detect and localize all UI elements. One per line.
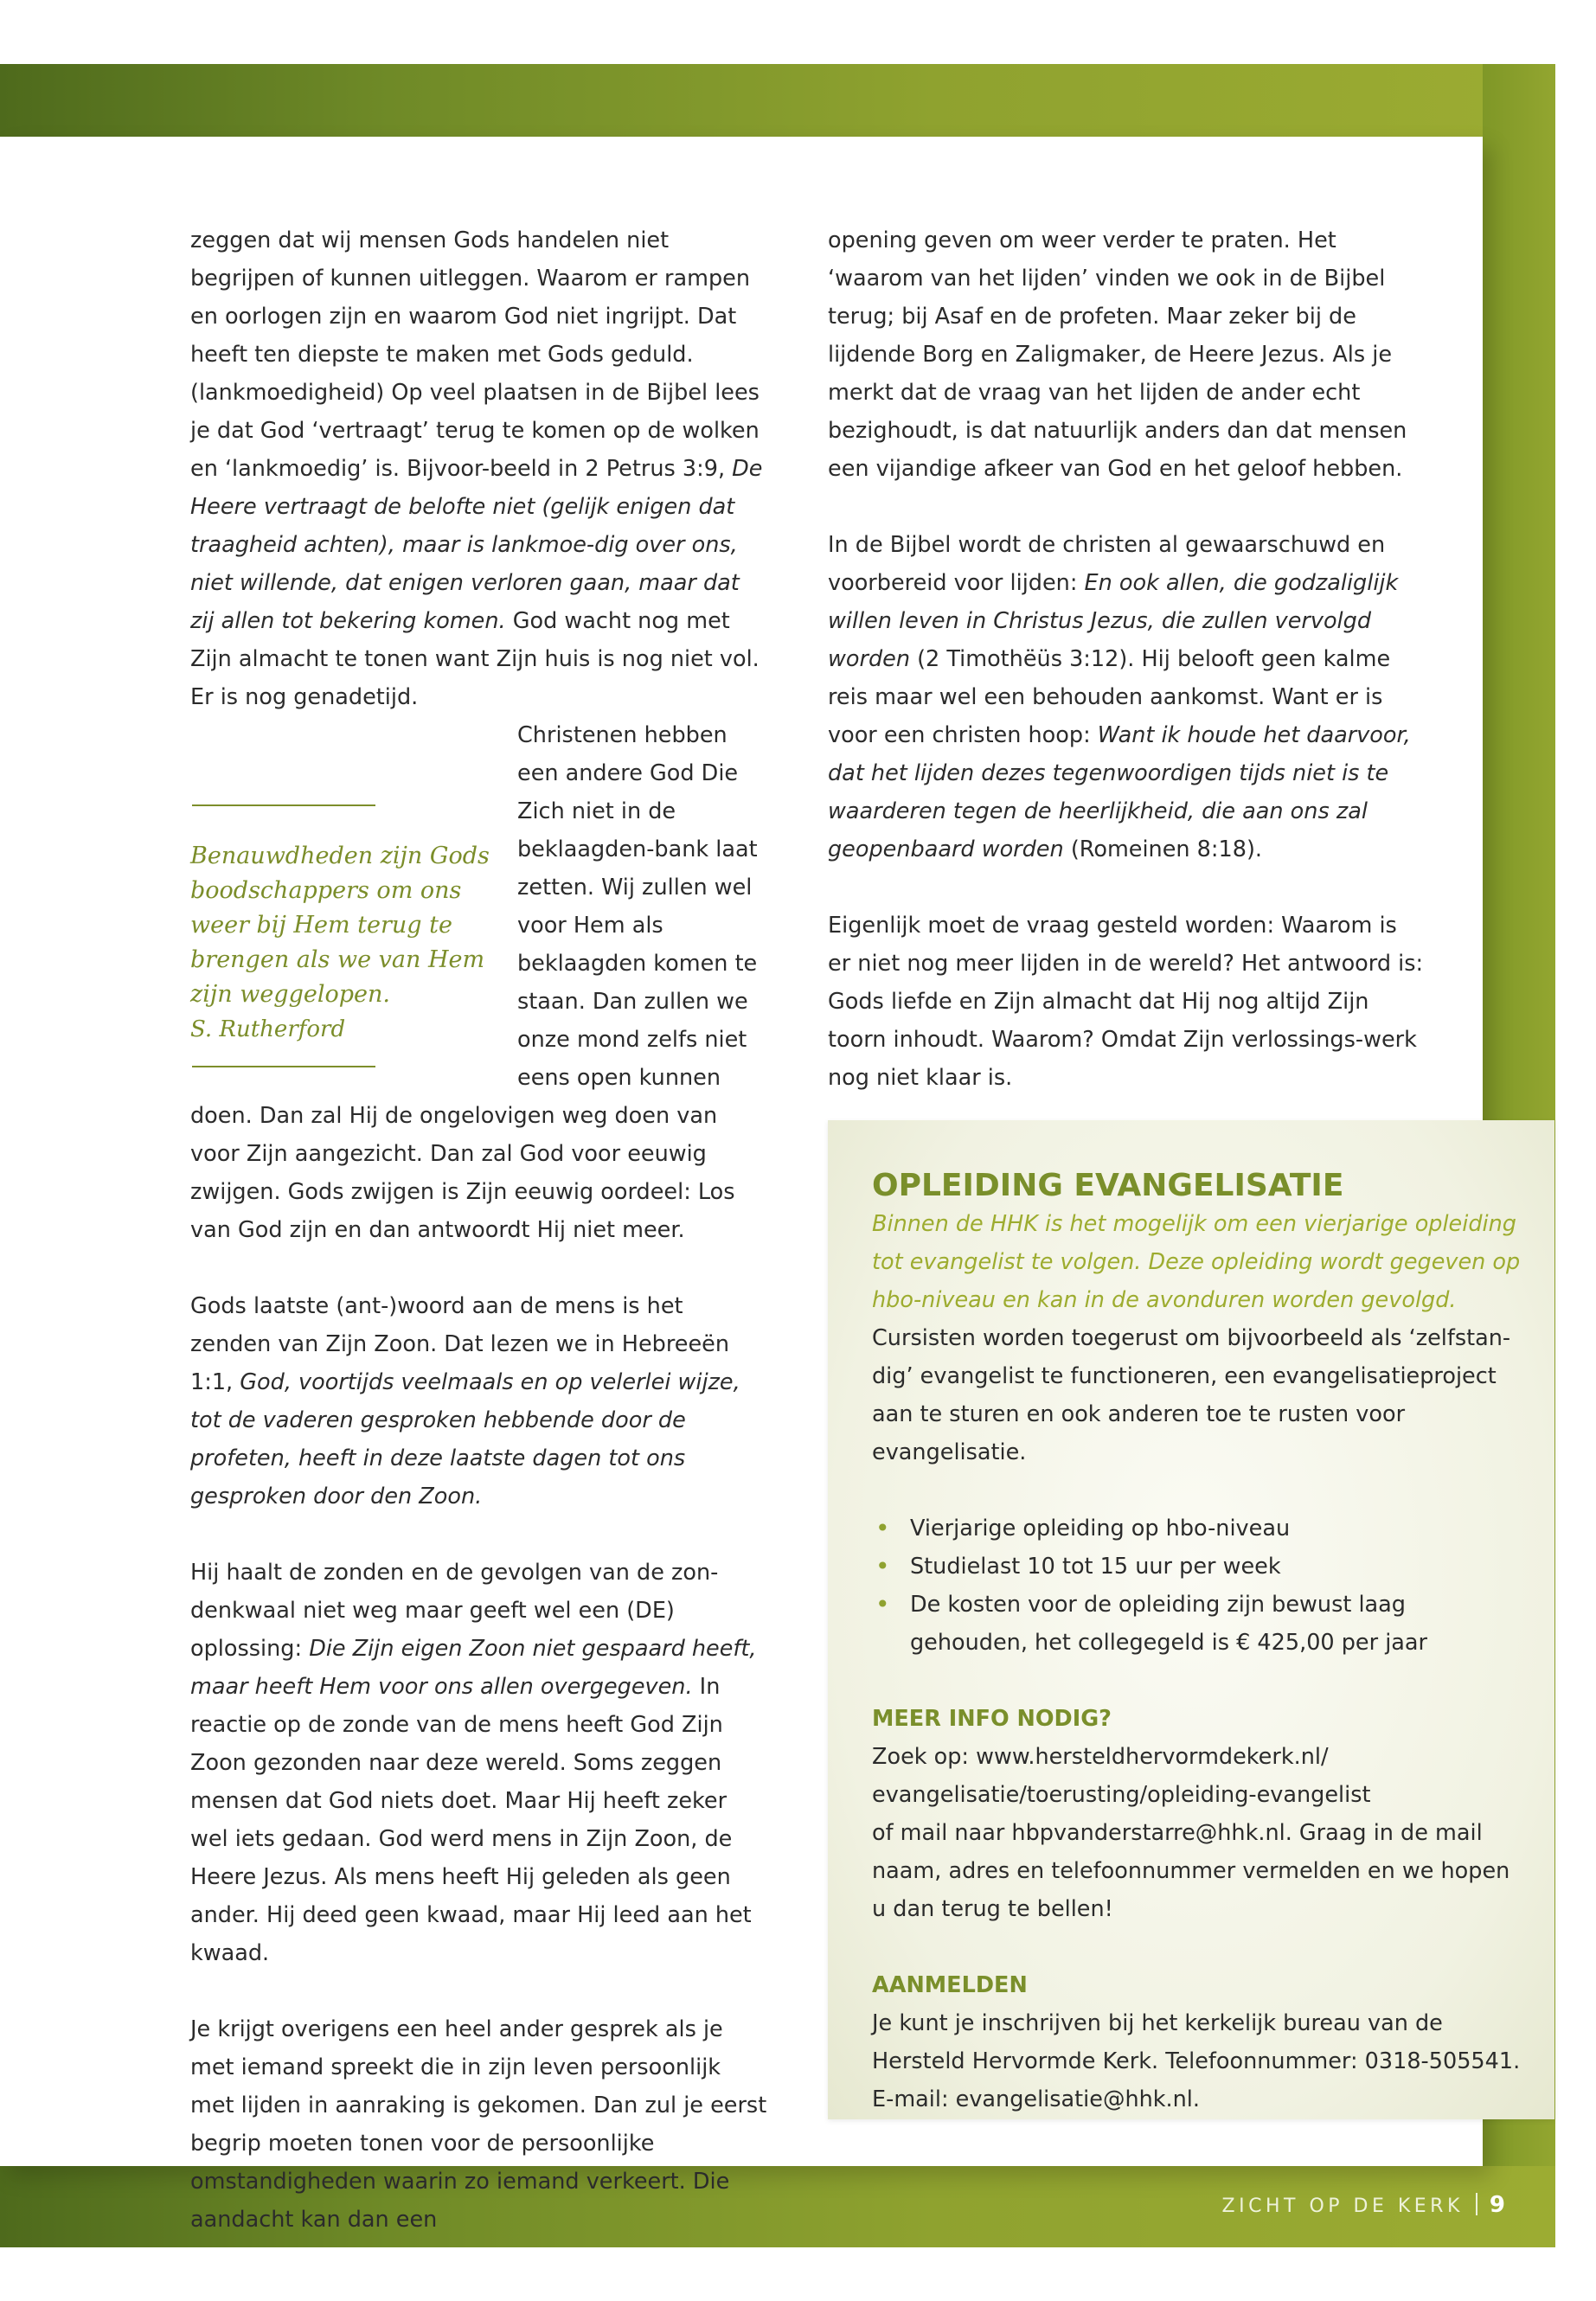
quote-rule-top — [192, 804, 375, 806]
left-column — [190, 221, 770, 2239]
quote-rule-bottom — [192, 1066, 375, 1067]
quote-text-block: Benauwdheden zijn Gods boodschappers om ons weer bij Hem terug te brengen als we van Hem zijn weggelopen. S. Rutherford — [190, 839, 517, 1047]
box-spacer — [872, 1928, 1521, 1966]
pull-quote — [190, 792, 517, 1086]
quote-author: S. Rutherford — [190, 1016, 346, 1042]
bullet-item: • De kosten voor de opleiding zijn bewust laag gehouden, het collegegeld is € 425,00 per jaar — [872, 1586, 1521, 1662]
info-box — [828, 1120, 1554, 2119]
left-paragraph-3: Gods laatste (ant-)woord aan de mens is het zenden van Zijn Zoon. Dat lezen we in Hebreeën 1:1, God, voortijds veelmaals en op velerlei wijze, tot de vaderen gesproken hebbende door de profeten, heeft in deze laatste dagen tot ons gesproken door den Zoon. — [190, 1293, 740, 1509]
left-paragraph-2: Christenen hebben een andere God Die Zich niet in de beklaagden-bank laat zetten. Wij zullen wel voor Hem als beklaagden komen te staan. Dan zullen we onze mond zelfs niet eens open kunnen doen. Dan zal Hij de ongelovigen weg doen van voor Zijn aangezicht. Dan zal God voor eeuwig zwijgen. Gods zwijgen is Zijn eeuwig oordeel: Los van God zijn en dan antwoordt Hij niet meer. — [190, 722, 758, 1243]
info-box-text: Cursisten worden toegerust om bijvoorbeeld als ‘zelfstan-dig’ evangelist te functioneren, een evangelisatieproject aan te sturen en ook anderen toe te rusten voor evangelisatie. — [872, 1325, 1511, 1465]
info-line-3: of mail naar hbpvanderstarre@hhk.nl. Graag in de mail naam, adres en telefoonnummer vermelden en we hopen u dan terug te bellen! — [872, 1820, 1510, 1922]
info-line-1: Zoek op: www.hersteldhervormdekerk.nl/ — [872, 1744, 1329, 1770]
right-paragraph-1: opening geven om weer verder te praten. Het ‘waarom van het lijden’ vinden we ook in de Bijbel terug; bij Asaf en de profeten. Maar zeker bij de lijdende Borg en Zaligmaker, de Heere Jezus. Als je merkt dat de vraag van het lijden de ander echt bezighoudt, is dat natuurlijk anders dan dat mensen een vijandige afkeer van God en het geloof hebben. — [828, 228, 1407, 482]
info-box-title: OPLEIDING EVANGELISATIE — [872, 1168, 1344, 1203]
info-box-content — [872, 1167, 1521, 2118]
top-green-band — [0, 64, 1555, 137]
footer-separator — [1476, 2193, 1477, 2215]
info-heading: MEER INFO NODIG? — [872, 1706, 1112, 1732]
left-paragraph-5: Je krijgt overigens een heel ander gesprek als je met iemand spreekt die in zijn leven persoonlijk met lijden in aanraking is gekomen. Dan zul je eerst begrip moeten tonen voor de persoonlijke omstandigheden waarin zo iemand verkeert. Die aandacht kan dan een — [190, 2016, 767, 2233]
magazine-name: ZICHT OP DE KERK — [1221, 2195, 1464, 2217]
info-line-2: evangelisatie/toerusting/opleiding-evangelist — [872, 1782, 1371, 1808]
left-paragraph-4: Hij haalt de zonden en de gevolgen van de zon-denkwaal niet weg maar geeft wel een (DE) oplossing: Die Zijn eigen Zoon niet gespaard heeft, maar heeft Hem voor ons allen overgegeven. In reactie op de zonde van de mens heeft God Zijn Zoon gezonden naar deze wereld. Soms zeggen mensen dat God niets doet. Maar Hij heeft zeker wel iets gedaan. God werd mens in Zijn Zoon, de Heere Jezus. Als mens heeft Hij geleden als geen ander. Hij deed geen kwaad, maar Hij leed aan het kwaad. — [190, 1560, 757, 1966]
info-box-bullets — [872, 1509, 1521, 1662]
left-paragraph-1: zeggen dat wij mensen Gods handelen niet begrijpen of kunnen uitleggen. Waarom er rampen en oorlogen zijn en waarom God niet ingrijpt. Dat heeft ten diepste te maken met Gods geduld. (lankmoedigheid) Op veel plaatsen in de Bijbel lees je dat God ‘vertraagt’ terug te komen op de wolken en ‘lankmoedig’ is. Bijvoor-beeld in 2 Petrus 3:9, De Heere vertraagt de belofte niet (gelijk enigen dat traagheid achten), maar is lankmoe-dig over ons, niet willende, dat enigen verloren gaan, maar dat zij allen tot bekering komen. God wacht nog met Zijn almacht te tonen want Zijn huis is nog niet vol. Er is nog genadetijd. — [190, 228, 763, 710]
right-paragraph-3: Eigenlijk moet de vraag gesteld worden: Waarom is er niet nog meer lijden in de wereld? Het antwoord is: Gods liefde en Zijn almacht dat Hij nog altijd Zijn toorn inhoudt. Waarom? Omdat Zijn verlossings-werk nog niet klaar is. — [828, 913, 1424, 1091]
right-paragraph-2: In de Bijbel wordt de christen al gewaarschuwd en voorbereid voor lijden: En ook allen, die godzaliglijk willen leven in Christus Jezus, die zullen vervolgd worden (2 Timothëüs 3:12). Hij belooft geen kalme reis maar wel een behouden aankomst. Want er is voor een christen hoop: Want ik houde het daarvoor, dat het lijden dezes tegenwoordigen tijds niet is te waarderen tegen de heerlijkheid, die aan ons zal geopenbaard worden (Romeinen 8:18). — [828, 532, 1411, 862]
signup-text: Je kunt je inschrijven bij het kerkelijk bureau van de Hersteld Hervormde Kerk. Telefoonnummer: 0318-505541. E-mail: evangelisatie@hhk.nl. — [872, 2010, 1521, 2112]
info-box-lead: Binnen de HHK is het mogelijk om een vierjarige opleiding tot evangelist te volgen. Deze opleiding wordt gegeven op hbo-niveau en kan in de avonduren worden gevolgd. — [872, 1211, 1521, 1313]
page-number: 9 — [1489, 2192, 1505, 2218]
right-column — [828, 221, 1425, 1097]
bullet-item: • Vierjarige opleiding op hbo-niveau — [872, 1509, 1521, 1548]
bullet-item: • Studielast 10 tot 15 uur per week — [872, 1548, 1521, 1586]
signup-heading: AANMELDEN — [872, 1972, 1028, 1998]
page-footer — [1168, 2186, 1505, 2226]
float-spacer — [190, 716, 517, 792]
